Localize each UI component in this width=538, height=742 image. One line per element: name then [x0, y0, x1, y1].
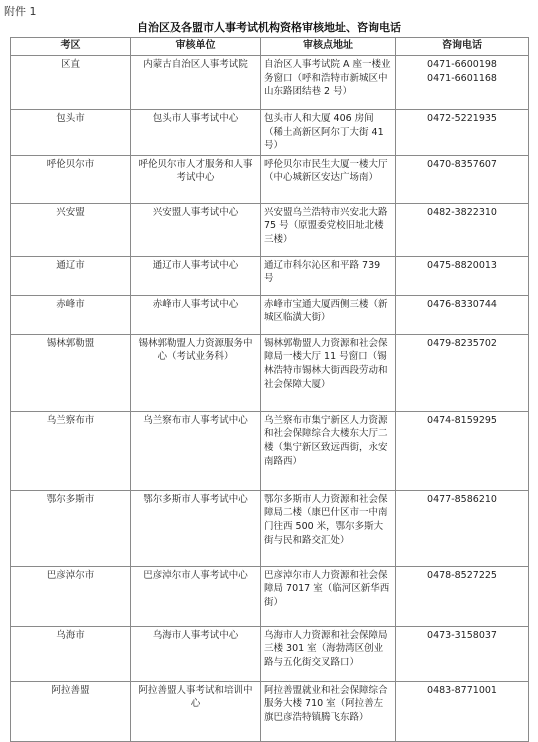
phone-number: 0479-8235702 [427, 337, 497, 349]
phone-number: 0477-8586210 [427, 493, 497, 505]
phone-cell [396, 155, 529, 203]
unit-cell: 兴安盟人事考试中心 [131, 203, 261, 256]
phone-number: 0472-5221935 [427, 113, 497, 124]
phone-number: 0475-8820013 [427, 259, 497, 271]
contact-table [10, 37, 529, 742]
area-cell: 乌海市 [11, 626, 131, 681]
unit-cell: 巴彦淖尔市人事考试中心 [131, 566, 261, 626]
phone-number: 0476-8330744 [427, 298, 497, 310]
area-cell: 区直 [11, 56, 131, 110]
table-row [11, 626, 529, 681]
table-row [11, 110, 529, 156]
area-cell: 赤峰市 [11, 295, 131, 334]
column-header-unit: 审核单位 [131, 38, 261, 56]
area-cell: 包头市 [11, 110, 131, 156]
unit-cell: 内蒙古自治区人事考试院 [131, 56, 261, 110]
phone-cell [396, 334, 529, 411]
unit-cell: 鄂尔多斯市人事考试中心 [131, 490, 261, 566]
table-row [11, 155, 529, 203]
unit-cell: 赤峰市人事考试中心 [131, 295, 261, 334]
table-row [11, 295, 529, 334]
area-cell: 鄂尔多斯市 [11, 490, 131, 566]
phone-cell [396, 56, 529, 110]
area-cell: 锡林郭勒盟 [11, 334, 131, 411]
phone-number: 0471-6601168 [427, 72, 497, 84]
address-cell: 乌海市人力资源和社会保障局三楼 301 室（海勃湾区创业路与五化街交叉路口） [261, 626, 396, 681]
column-header-area: 考区 [11, 38, 131, 56]
phone-cell [396, 256, 529, 295]
address-cell: 鄂尔多斯市人力资源和社会保障局二楼（康巴什区市一中南门往西 500 米，鄂尔多斯大街与民和路交汇处） [261, 490, 396, 566]
address-cell: 兴安盟乌兰浩特市兴安北大路 75 号（原盟委党校旧址北楼三楼） [261, 203, 396, 256]
attachment-label: 附件 1 [4, 5, 37, 18]
area-cell: 巴彦淖尔市 [11, 566, 131, 626]
table-header-row [11, 38, 529, 56]
table-row [11, 334, 529, 411]
phone-cell [396, 203, 529, 256]
phone-number: 0482-3822310 [427, 206, 497, 218]
area-cell: 通辽市 [11, 256, 131, 295]
unit-cell: 通辽市人事考试中心 [131, 256, 261, 295]
area-cell: 兴安盟 [11, 203, 131, 256]
phone-number: 0471-6600198 [427, 59, 497, 70]
address-cell: 赤峰市宝通大厦西侧三楼（新城区临潢大街） [261, 295, 396, 334]
table-row [11, 203, 529, 256]
address-cell: 乌兰察布市集宁新区人力资源和社会保障综合大楼东大厅二楼（集宁新区致远西街，永安南路西） [261, 411, 396, 490]
address-cell: 自治区人事考试院 A 座一楼业务窗口（呼和浩特市新城区中山东路团结巷 2 号） [261, 56, 396, 110]
column-header-address: 审核点地址 [261, 38, 396, 56]
table-row [11, 566, 529, 626]
phone-cell [396, 295, 529, 334]
area-cell: 呼伦贝尔市 [11, 155, 131, 203]
unit-cell: 呼伦贝尔市人才服务和人事考试中心 [131, 155, 261, 203]
phone-cell [396, 566, 529, 626]
address-cell: 巴彦淖尔市人力资源和社会保障局 7017 室（临河区新华西街） [261, 566, 396, 626]
table-row [11, 411, 529, 490]
area-cell: 乌兰察布市 [11, 411, 131, 490]
phone-number: 0483-8771001 [427, 684, 497, 696]
phone-number: 0473-3158037 [427, 629, 497, 641]
address-cell: 包头市人和大厦 406 房间（稀土高新区阿尔丁大街 41 号） [261, 110, 396, 156]
phone-number: 0474-8159295 [427, 414, 497, 426]
address-cell: 锡林郭勒盟人力资源和社会保障局一楼大厅 11 号窗口（锡林浩特市锡林大街西段劳动和社会保障大厦） [261, 334, 396, 411]
phone-cell [396, 490, 529, 566]
address-cell: 通辽市科尔沁区和平路 739 号 [261, 256, 396, 295]
area-cell: 阿拉善盟 [11, 681, 131, 741]
table-body [11, 56, 529, 742]
unit-cell: 锡林郭勒盟人力资源服务中心（考试业务科） [131, 334, 261, 411]
address-cell: 呼伦贝尔市民生大厦一楼大厅（中心城新区安达广场南） [261, 155, 396, 203]
phone-cell [396, 626, 529, 681]
address-cell: 阿拉善盟就业和社会保障综合服务大楼 710 室（阿拉善左旗巴彦浩特镇腾飞东路） [261, 681, 396, 741]
unit-cell: 乌海市人事考试中心 [131, 626, 261, 681]
page-title: 自治区及各盟市人事考试机构资格审核地址、咨询电话 [137, 21, 401, 34]
table-row [11, 56, 529, 110]
phone-cell [396, 411, 529, 490]
table-row [11, 490, 529, 566]
column-header-phone: 咨询电话 [396, 38, 529, 56]
phone-cell [396, 110, 529, 156]
unit-cell: 包头市人事考试中心 [131, 110, 261, 156]
phone-number: 0470-8357607 [427, 158, 497, 170]
unit-cell: 乌兰察布市人事考试中心 [131, 411, 261, 490]
table-row [11, 256, 529, 295]
phone-number: 0478-8527225 [427, 569, 497, 581]
phone-cell [396, 681, 529, 741]
table-row [11, 681, 529, 741]
unit-cell: 阿拉善盟人事考试和培训中心 [131, 681, 261, 741]
